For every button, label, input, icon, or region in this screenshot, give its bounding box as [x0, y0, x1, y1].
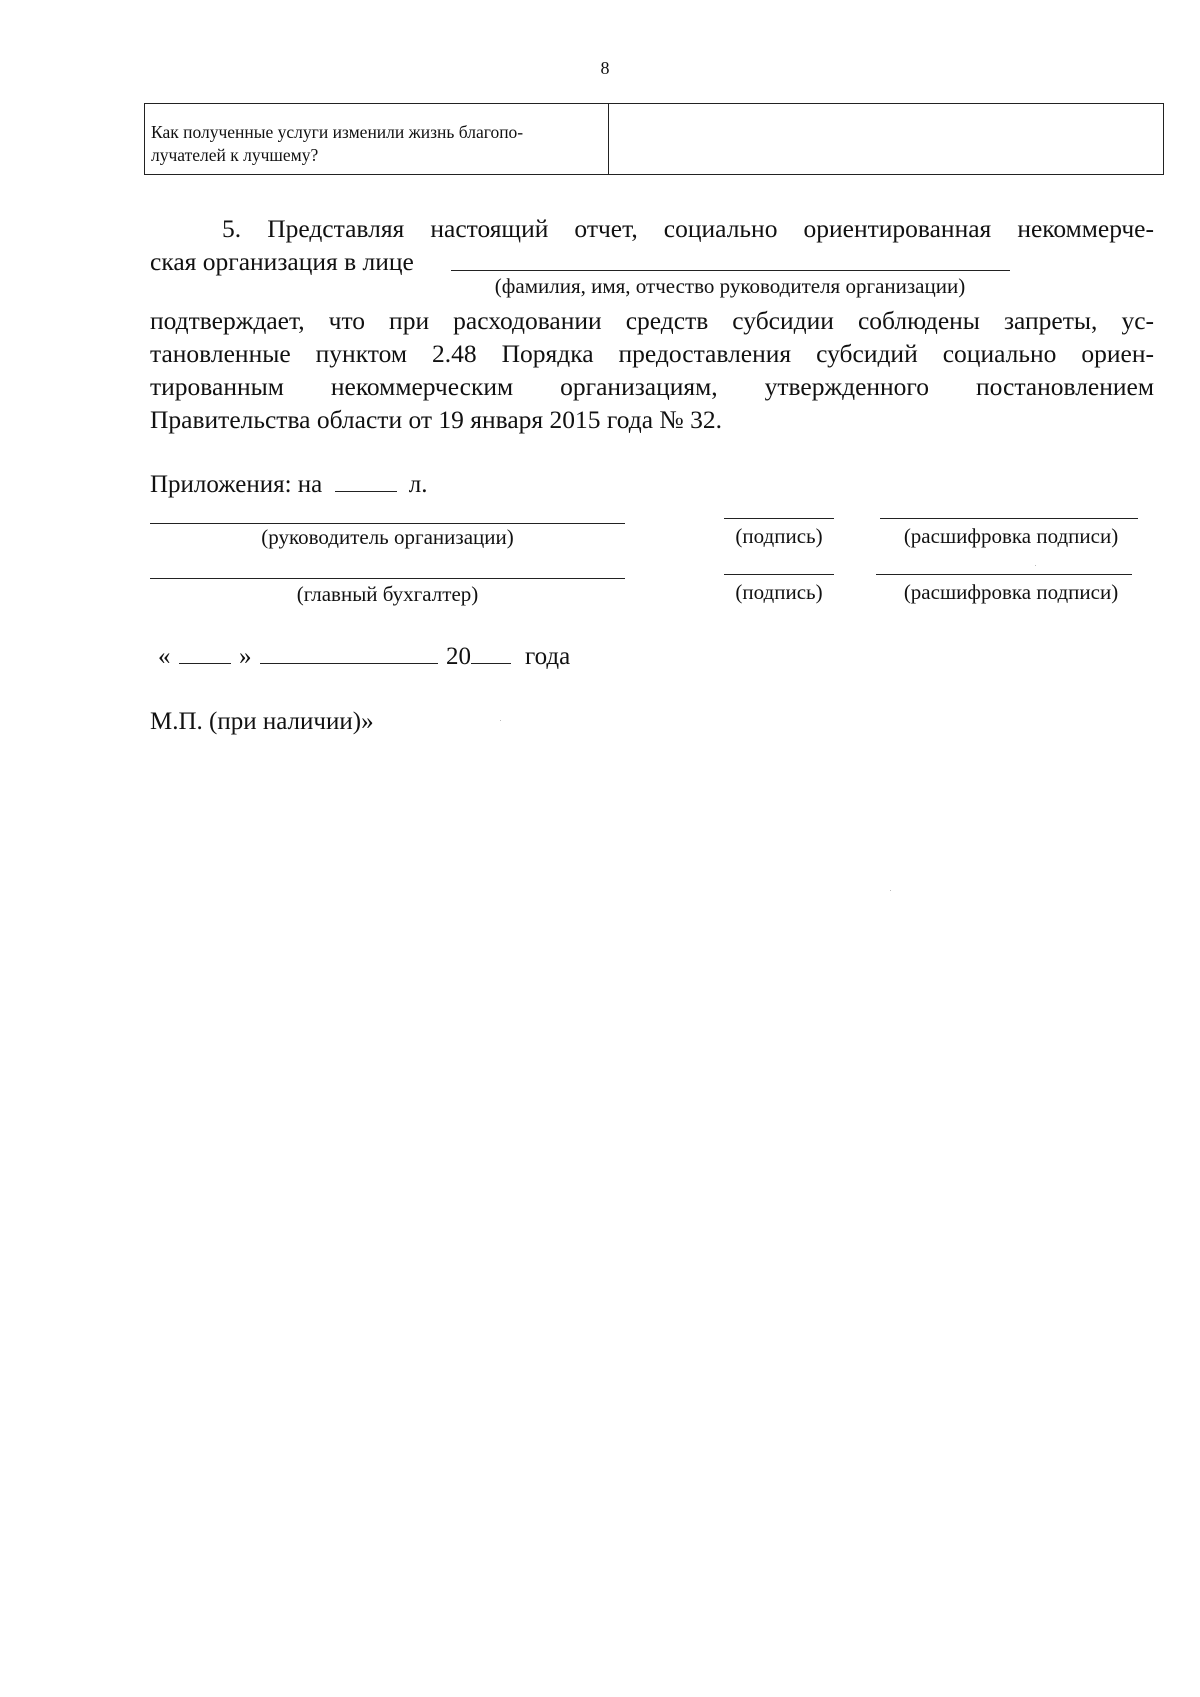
- question-table: [144, 103, 1164, 175]
- date-year-blank: [471, 641, 511, 664]
- date-line: [158, 641, 570, 671]
- attachments-suffix: л.: [408, 471, 428, 498]
- scan-speck: [1035, 565, 1036, 566]
- accountant-signature-caption: (подпись): [735, 580, 823, 604]
- head-decode-line: [880, 518, 1138, 519]
- section5-line-4: тановленные пунктом 2.48 Порядка предоставления субсидий социально ориен-: [150, 339, 1154, 368]
- accountant-decode-caption: (расшифровка подписи): [903, 580, 1119, 604]
- attachments-label: Приложения: на: [150, 471, 323, 498]
- question-cell: [145, 104, 609, 174]
- section5-line-6: Правительства области от 19 января 2015 года № 32.: [150, 405, 722, 434]
- accountant-decode-line: [876, 574, 1132, 575]
- scan-speck: [890, 890, 891, 891]
- date-suffix: года: [525, 643, 571, 670]
- question-line-2: лучателей к лучшему?: [151, 145, 319, 165]
- date-open-quote: «: [158, 643, 171, 670]
- attachments-pages-blank: [335, 469, 397, 492]
- page-number: 8: [600, 58, 610, 78]
- question-line-1: Как полученные услуги изменили жизнь благопо-: [151, 122, 524, 142]
- date-close-quote: »: [239, 643, 252, 670]
- head-caption: (руководитель организации): [261, 525, 514, 549]
- accountant-caption: (главный бухгалтер): [296, 582, 479, 606]
- stamp-note: М.П. (при наличии)»: [150, 708, 374, 735]
- head-decode-caption: (расшифровка подписи): [903, 524, 1119, 548]
- director-name-caption: (фамилия, имя, отчество руководителя организации): [494, 274, 966, 298]
- head-signature-line: [724, 518, 834, 519]
- date-month-blank: [260, 641, 438, 664]
- section5-line-2: ская организация в лице: [150, 247, 414, 276]
- accountant-sign-line: [150, 578, 625, 579]
- director-name-line: [451, 270, 1010, 271]
- answer-cell: [609, 104, 1163, 174]
- attachments-line: [150, 469, 428, 499]
- scan-speck: [500, 720, 501, 721]
- accountant-signature-line: [724, 574, 834, 575]
- head-signature-caption: (подпись): [735, 524, 823, 548]
- section5-line-1: 5. Представляя настоящий отчет, социально ориентированная некоммерче-: [222, 214, 1154, 243]
- date-day-blank: [179, 641, 231, 664]
- section5-line-5: тированным некоммерческим организациям, утвержденного постановлением: [150, 372, 1154, 401]
- date-year-prefix: 20: [446, 643, 471, 670]
- section5-line-3: подтверждает, что при расходовании средств субсидии соблюдены запреты, ус-: [150, 306, 1154, 335]
- head-sign-line: [150, 523, 625, 524]
